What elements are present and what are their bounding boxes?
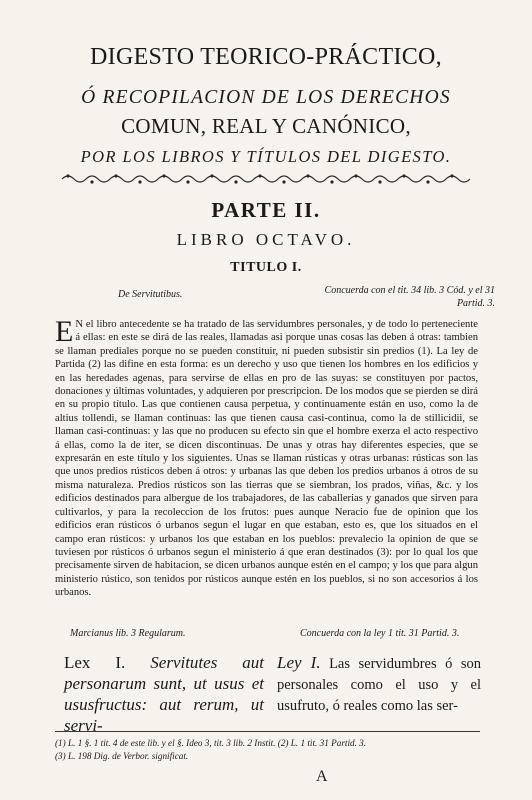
footnotes — [55, 737, 485, 763]
footnote-line2: (3) L. 198 Dig. de Verbor. significat. — [55, 751, 189, 761]
body-text: N el libro antecedente se ha tratado de las servidumbres personales, y de todo lo perteneciente á ellas: en este se dirá de las reales, llamadas asi porque unas cosas las deben á otras: tambien se llaman prediales porque no se pueden constituir, ni pueden subsistir sin predios (1). La ley de Partida (2) las difine en esta forma: es un derecho y uso que tienen los hombres en los edificios y en las heredades agenas, para servirse de ellas en pro de las suyas: se constituyen por pactos, donaciones y últimas voluntades, y adquieren por prescripcion. De los modos que se pierden se dirá en su propio título. Las que contienen causa perpetua, y continuamente están en uso, como la de altius tollendi, se llaman continuas: las que tienen causa casi-continua, como la de stillicidii, se llaman casi-continuas: y las que no producen su efecto sin que el hombre exerza el acto respectivo á ellas, como la de iter, se dicen discontinuas. De unas y otras hay diferentes especies, que se expresarán en este título y los siguientes. Unas se llaman rústicas y otras urbanas: rústicas son las que unos predios rústicos deben á otros: y urbanas las que deben los predios urbanos á otros de su misma naturaleza. Predios rústicos son las tierras que se siembran, los prados, viñas, &c. y los edificios destinados para albergue de los trabajadores, de las caballerias y ganados que sirven para cultivarlos, y para la recoleccion de los frutos: pues aunque Neracio fue de opinion que los edificios eran rústicos ó urbanos segun el lugar en que estaban, esto es, que los situados en el campo eran rústicos: y urbanos los que estaban en los pueblos: prevalecio la opinion de que se tuviesen por rústicos ó urbanos segun el ministerio á que eran destinados (3): por lo qual los que precisamente sirven de habitacion, se dicen urbanos aunque estén en el campo; y los que para algun ministerio rústico, son tenidos por rústicos aunque estén en los pueblos, si no son accesorios á los urbanos. — [55, 319, 478, 599]
drop-cap: E — [55, 315, 74, 348]
part-heading: PARTE II. — [211, 198, 321, 222]
subtitle-recopilacion: Ó RECOPILACION DE LOS DERECHOS — [81, 87, 451, 108]
footnote-line1: (1) L. 1 §. 1 tit. 4 de este lib. y el §. Ideo 3, tit. 3 lib. 2 Instit. (2) L. 1 tit. 31 Partid. 3. — [55, 738, 367, 748]
title-heading: TITULO I. — [230, 260, 302, 275]
spanish-column — [277, 652, 481, 717]
source-citation-left: Marcianus lib. 3 Regularum. — [70, 628, 186, 639]
concordance-line1: Concuerda con el tit. 34 lib. 3 Cód. y el 31 — [324, 285, 495, 296]
book-heading: LIBRO OCTAVO. — [176, 230, 356, 249]
body-paragraph — [55, 315, 478, 600]
fleuron-band-icon — [60, 172, 472, 186]
latin-law-text: Servitutes aut personarum sunt, ut usus et ususfructus: aut rerum, ut servi- — [64, 653, 265, 735]
footnote-rule — [55, 731, 480, 732]
spanish-law-text: Las servidumbres ó son personales como el uso y el usufruto, ó reales como las ser- — [277, 656, 482, 714]
subtitle-libros: POR LOS LIBROS Y TÍTULOS DEL DIGESTO. — [80, 147, 452, 166]
source-citation-right: Concuerda con la ley 1 tit. 31 Partid. 3. — [300, 628, 460, 639]
main-title: DIGESTO TEORICO-PRÁCTICO, — [90, 44, 442, 70]
latin-law-number: Lex I. — [64, 653, 126, 672]
concordance-line2: Partid. 3. — [456, 298, 495, 309]
latin-column — [64, 652, 264, 736]
concordance-note — [280, 284, 495, 310]
signature-mark: A — [316, 768, 328, 785]
title-subject: De Servitutibus. — [118, 289, 183, 300]
subtitle-derechos: COMUN, REAL Y CANÓNICO, — [121, 114, 411, 138]
spanish-law-number: Ley I. — [277, 653, 321, 672]
